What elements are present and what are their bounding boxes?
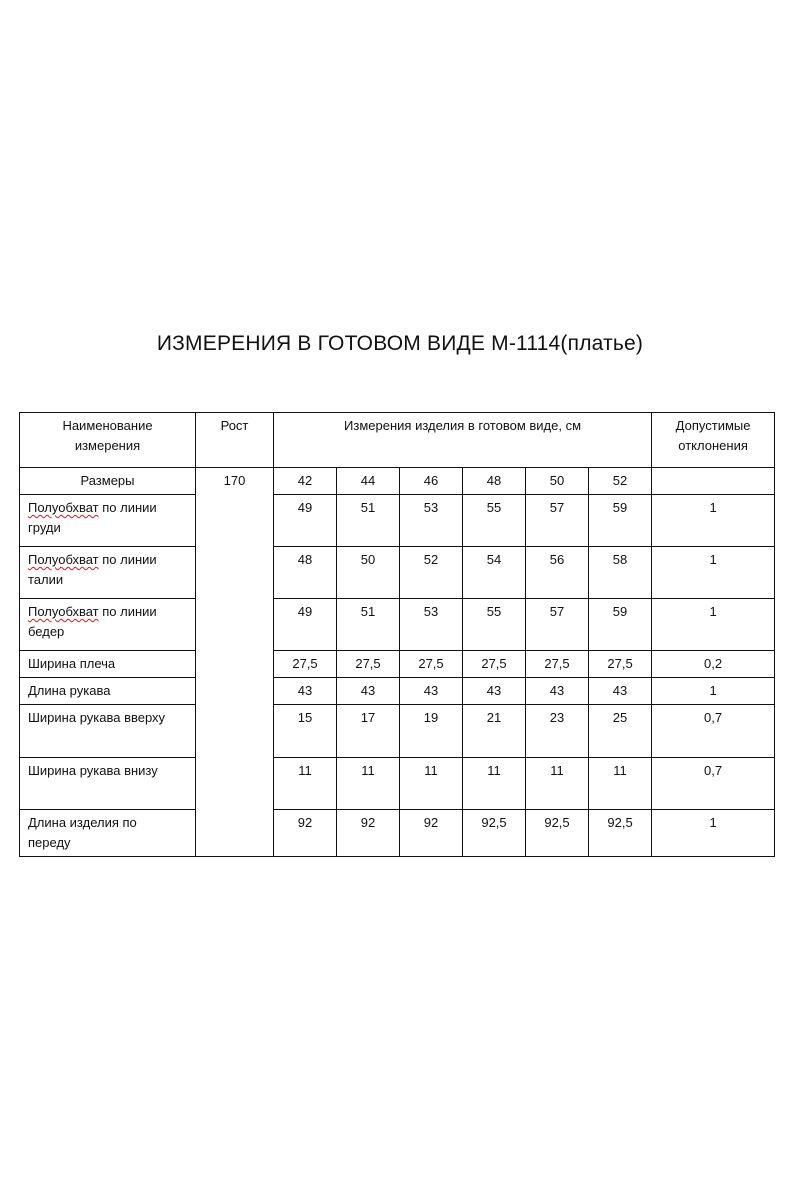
value-cell: 51 bbox=[337, 599, 400, 651]
value-cell: 49 bbox=[274, 599, 337, 651]
value-cell: 92 bbox=[400, 810, 463, 857]
value-cell: 55 bbox=[463, 495, 526, 547]
row-name: Ширина плеча bbox=[20, 651, 196, 678]
table-row bbox=[20, 705, 775, 758]
tolerance-cell: 1 bbox=[652, 599, 775, 651]
value-cell: 23 bbox=[526, 705, 589, 758]
size-cell: 44 bbox=[337, 468, 400, 495]
value-cell: 54 bbox=[463, 547, 526, 599]
tolerance-cell: 1 bbox=[652, 547, 775, 599]
header-height: Рост bbox=[196, 413, 274, 468]
value-cell: 25 bbox=[589, 705, 652, 758]
value-cell: 59 bbox=[589, 495, 652, 547]
value-cell: 27,5 bbox=[463, 651, 526, 678]
value-cell: 59 bbox=[589, 599, 652, 651]
value-cell: 11 bbox=[274, 758, 337, 810]
value-cell: 51 bbox=[337, 495, 400, 547]
value-cell: 58 bbox=[589, 547, 652, 599]
value-cell: 11 bbox=[526, 758, 589, 810]
tolerance-cell: 0,2 bbox=[652, 651, 775, 678]
value-cell: 53 bbox=[400, 599, 463, 651]
value-cell: 55 bbox=[463, 599, 526, 651]
header-row bbox=[20, 413, 775, 468]
value-cell: 43 bbox=[526, 678, 589, 705]
value-cell: 57 bbox=[526, 599, 589, 651]
value-cell: 50 bbox=[337, 547, 400, 599]
tolerance-cell: 0,7 bbox=[652, 705, 775, 758]
table-row bbox=[20, 547, 775, 599]
value-cell: 11 bbox=[463, 758, 526, 810]
value-cell: 19 bbox=[400, 705, 463, 758]
size-cell: 50 bbox=[526, 468, 589, 495]
header-tolerance: Допустимые отклонения bbox=[652, 413, 775, 468]
size-cell: 52 bbox=[589, 468, 652, 495]
row-name: Ширина рукава внизу bbox=[20, 758, 196, 810]
value-cell: 11 bbox=[589, 758, 652, 810]
size-cell: 46 bbox=[400, 468, 463, 495]
value-cell: 15 bbox=[274, 705, 337, 758]
row-name: Полуобхват по линии талии bbox=[20, 547, 196, 599]
value-cell: 43 bbox=[400, 678, 463, 705]
row-name: Полуобхват по линии груди bbox=[20, 495, 196, 547]
value-cell: 48 bbox=[274, 547, 337, 599]
value-cell: 11 bbox=[337, 758, 400, 810]
measurements-table bbox=[19, 412, 775, 857]
value-cell: 52 bbox=[400, 547, 463, 599]
tolerance-cell bbox=[652, 468, 775, 495]
value-cell: 53 bbox=[400, 495, 463, 547]
value-cell: 43 bbox=[274, 678, 337, 705]
value-cell: 92,5 bbox=[463, 810, 526, 857]
table-row bbox=[20, 651, 775, 678]
table-row bbox=[20, 810, 775, 857]
row-name: Длина рукава bbox=[20, 678, 196, 705]
value-cell: 21 bbox=[463, 705, 526, 758]
row-name: Длина изделия по переду bbox=[20, 810, 196, 857]
table-row bbox=[20, 758, 775, 810]
table-row bbox=[20, 495, 775, 547]
value-cell: 11 bbox=[400, 758, 463, 810]
value-cell: 43 bbox=[463, 678, 526, 705]
height-value: 170 bbox=[196, 468, 274, 857]
header-measurements: Измерения изделия в готовом виде, см bbox=[274, 413, 652, 468]
value-cell: 57 bbox=[526, 495, 589, 547]
value-cell: 27,5 bbox=[589, 651, 652, 678]
table-row bbox=[20, 678, 775, 705]
page-title: ИЗМЕРЕНИЯ В ГОТОВОМ ВИДЕ М-1114(платье) bbox=[156, 332, 644, 355]
sizes-row bbox=[20, 468, 775, 495]
value-cell: 43 bbox=[337, 678, 400, 705]
value-cell: 92,5 bbox=[526, 810, 589, 857]
value-cell: 17 bbox=[337, 705, 400, 758]
size-cell: 48 bbox=[463, 468, 526, 495]
value-cell: 27,5 bbox=[337, 651, 400, 678]
tolerance-cell: 1 bbox=[652, 810, 775, 857]
tolerance-cell: 1 bbox=[652, 495, 775, 547]
value-cell: 27,5 bbox=[274, 651, 337, 678]
value-cell: 43 bbox=[589, 678, 652, 705]
row-name: Ширина рукава вверху bbox=[20, 705, 196, 758]
value-cell: 56 bbox=[526, 547, 589, 599]
row-name: Полуобхват по линии бедер bbox=[20, 599, 196, 651]
value-cell: 49 bbox=[274, 495, 337, 547]
value-cell: 27,5 bbox=[526, 651, 589, 678]
size-cell: 42 bbox=[274, 468, 337, 495]
table-row bbox=[20, 599, 775, 651]
value-cell: 27,5 bbox=[400, 651, 463, 678]
tolerance-cell: 0,7 bbox=[652, 758, 775, 810]
header-name: Наименование измерения bbox=[20, 413, 196, 468]
value-cell: 92 bbox=[274, 810, 337, 857]
tolerance-cell: 1 bbox=[652, 678, 775, 705]
sizes-label: Размеры bbox=[20, 468, 196, 495]
value-cell: 92,5 bbox=[589, 810, 652, 857]
value-cell: 92 bbox=[337, 810, 400, 857]
